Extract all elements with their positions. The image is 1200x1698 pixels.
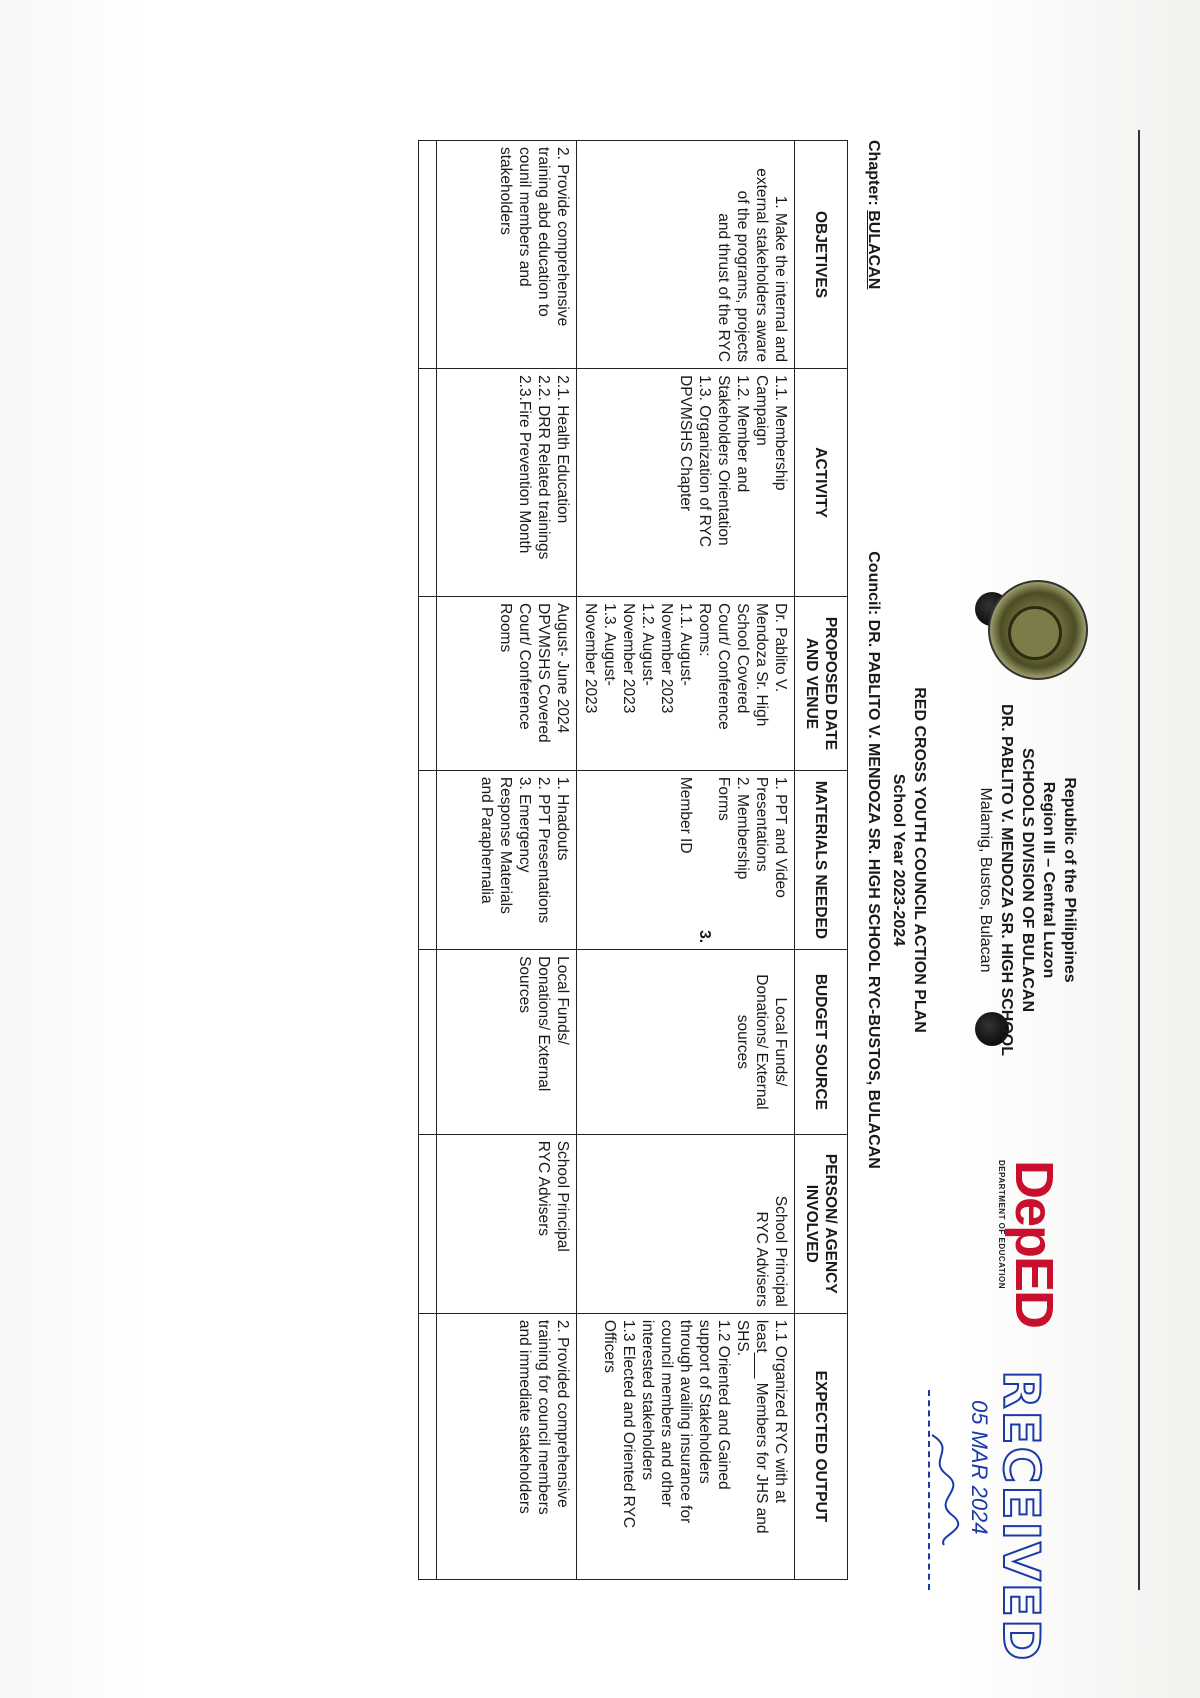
cell-line: 2.2. DRR Related trainings	[535, 375, 552, 560]
cell-line: and immediate stakeholders	[516, 1319, 533, 1514]
header-objectives: OBJETIVES	[795, 141, 848, 369]
rotated-action-plan	[50, 110, 1150, 1663]
cell-line: 1.1 Organized RYC with at	[772, 1319, 789, 1504]
cell-line: RYC Advisers	[753, 1211, 770, 1307]
cell-line: 1.3 Elected and Oriented RYC	[620, 1319, 637, 1529]
cell-line: RYC Advisers	[535, 1140, 552, 1237]
title-line: RED CROSS YOUTH COUNCIL ACTION PLAN	[911, 687, 928, 1033]
letterhead-line: DR. PABLITO V. MENDOZA SR. HIGH SCHOOL	[998, 703, 1015, 1057]
cell-line: 2. PPT Presentations	[535, 776, 552, 924]
cell-line: sources	[734, 1014, 751, 1070]
letterhead	[975, 670, 1080, 1090]
header-date-venue: PROPOSED DATE AND VENUE	[795, 597, 848, 771]
cell-line: 2.3.Fire Prevention Month	[516, 375, 533, 554]
cell-line: August- June 2024	[554, 603, 571, 734]
cell-line: Dr. Pablito V.	[772, 603, 789, 693]
cell-line: least___ Members for JHS and	[753, 1319, 770, 1534]
cell-materials	[577, 770, 795, 949]
header-rule	[1138, 130, 1140, 1590]
table-row	[437, 141, 577, 1580]
document-title	[888, 510, 930, 1210]
cell-budget	[437, 950, 577, 1135]
cell-line: and Paraphernalia	[478, 776, 495, 904]
table-row	[577, 141, 795, 1580]
header-budget: BUDGET SOURCE	[795, 950, 848, 1135]
cell-line: SHS.	[734, 1319, 751, 1357]
cell-line: 1.2 Oriented and Gained	[715, 1319, 732, 1490]
received-stamp	[900, 1370, 1050, 1663]
cell-line: Court/ Conference	[516, 603, 533, 730]
cell-line: November 2023	[658, 603, 675, 714]
cell-line: external stakeholders aware	[753, 168, 770, 363]
cell-line: and thrust of the RYC	[715, 213, 732, 363]
cell-line: counil members and	[516, 147, 533, 287]
cell-line: stakeholders	[497, 147, 514, 235]
signature-icon	[922, 1430, 962, 1550]
cell-line: 1.2. Member and	[734, 375, 751, 493]
cell-line: Donations/ External	[753, 974, 770, 1110]
table-header-row	[795, 141, 848, 1580]
received-stamp-word: RECEIVED	[992, 1370, 1050, 1663]
school-seal-icon	[988, 580, 1088, 680]
cell-line: 1.3. August-	[601, 603, 618, 686]
cell-output	[437, 1313, 577, 1579]
cell-objective	[437, 141, 577, 369]
cell-line: Sources	[516, 956, 533, 1013]
cell-budget	[577, 950, 795, 1135]
cell-line: Local Funds/	[772, 997, 789, 1087]
cell-line: School Covered	[734, 603, 751, 714]
cell-activity	[577, 369, 795, 597]
cell-line: Mendoza Sr. High	[753, 603, 770, 727]
chapter-label	[864, 140, 882, 289]
cell-output	[577, 1313, 795, 1579]
council-name: Council: DR. PABLITO V. MENDOZA SR. HIGH SCHOOL RYC-BUSTOS, BULACAN	[865, 551, 882, 1169]
cell-line: Donations/ External	[535, 956, 552, 1092]
cell-line: training abd education to	[535, 147, 552, 317]
cell-line: November 2023	[620, 603, 637, 714]
letterhead-line: Republic of the Philippines	[1061, 777, 1078, 983]
cell-line: interested stakeholders	[639, 1319, 656, 1481]
cell-line: 1. PPT and Video	[772, 776, 789, 898]
cell-line: DPVMSHS Chapter	[677, 375, 694, 512]
cell-line: training for council members	[535, 1319, 552, 1515]
cell-line: Rooms:	[696, 603, 713, 657]
title-line: School Year 2023-2024	[890, 773, 907, 947]
header-materials: MATERIALS NEEDED	[795, 770, 848, 949]
received-stamp-date: 05 MAR 2024	[967, 1400, 992, 1535]
table-row-empty	[419, 141, 437, 1580]
cell-line: 3. Emergency	[516, 776, 533, 873]
cell-line: Member ID	[677, 776, 694, 854]
header-output: EXPECTED OUTPUT	[795, 1313, 848, 1579]
cell-line: School Principal	[554, 1140, 571, 1252]
cell-line: Presentations	[753, 776, 770, 872]
cell-activity	[437, 369, 577, 597]
cell-persons	[577, 1134, 795, 1313]
cell-line: through availing insurance for	[677, 1319, 694, 1524]
letterhead-line: Malamig, Bustos, Bulacan	[977, 787, 994, 973]
cell-date-venue	[577, 597, 795, 771]
cell-line: 2. Provided comprehensive	[554, 1319, 571, 1508]
deped-logo	[997, 1160, 1064, 1328]
cell-line: support of Stakeholders	[696, 1319, 713, 1484]
cell-persons	[437, 1134, 577, 1313]
cell-line: 1. Hnadouts	[554, 776, 571, 861]
cell-line: 2.1. Health Education	[554, 375, 571, 524]
cell-line: 1.3. Organization of RYC	[696, 375, 713, 548]
action-plan-table	[418, 140, 848, 1580]
cell-line: Stakeholders Orientation	[715, 375, 732, 546]
cell-line: School Principal	[772, 1195, 789, 1307]
letterhead-line: Region III – Central Luzon	[1040, 781, 1057, 979]
cell-line: 1.1. August-	[677, 603, 694, 686]
cell-line: Rooms	[497, 603, 514, 653]
cell-line: Local Funds/	[554, 956, 571, 1045]
cell-line: of the programs, projects	[734, 190, 751, 363]
cell-line: council members and other	[658, 1319, 675, 1507]
cell-line: 2. Membership	[734, 776, 751, 880]
chapter-value: BULACAN	[865, 210, 882, 290]
cell-line: Forms	[715, 776, 732, 821]
cell-date-venue	[437, 597, 577, 771]
deped-logo-word: DepED	[1004, 1160, 1064, 1328]
cell-line: Response Materials	[497, 776, 514, 914]
cell-line: Officers	[601, 1319, 618, 1374]
deped-logo-sub: DEPARTMENT OF EDUCATION	[997, 1160, 1006, 1289]
header-persons: PERSON/ AGENCY INVOLVED	[795, 1134, 848, 1313]
cell-materials	[437, 770, 577, 949]
cell-line: Court/ Conference	[715, 603, 732, 730]
cell-line: Campaign	[753, 375, 770, 446]
chapter-label-text: Chapter:	[865, 140, 882, 206]
cell-line: 1.1. Membership	[772, 375, 789, 491]
cell-line: 1.2. August-	[639, 603, 656, 686]
cell-line: November 2023	[582, 603, 599, 714]
letterhead-line: SCHOOLS DIVISION OF BULACAN	[1019, 747, 1036, 1012]
cell-line: DPVMSHS Covered	[535, 603, 552, 743]
cell-line: 2. Provide comprehensive	[554, 147, 571, 327]
cell-line: 3.	[696, 930, 713, 944]
cell-objective	[577, 141, 795, 369]
cell-line: 1. Make the internal and	[772, 195, 789, 363]
header-activity: ACTIVITY	[795, 369, 848, 597]
